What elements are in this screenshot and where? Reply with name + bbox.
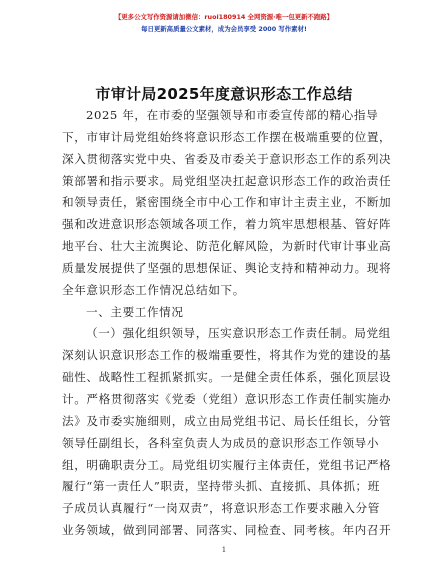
promo-banner-line-2: 每日更新高质量公文素材，成为会员享受 2000 写作素材! <box>141 25 307 33</box>
body-line: 下，市审计局党组始终将意识形态工作摆在极端重要的位置， <box>62 129 392 144</box>
promo-banner-line-1: 【更多公文写作资源请加微信：ruoi180914 全网资源·唯一包更新不跑路】 <box>114 13 334 21</box>
body-line: 组，明确职责分工。局党组切实履行主体责任，党组书记严格 <box>62 457 392 472</box>
body-line: 履行“第一责任人”职责，坚持带头抓、直接抓、具体抓；班 <box>62 479 380 494</box>
body-line: 深刻认识意识形态工作的极端重要性，将其作为党的建设的基 <box>62 348 392 363</box>
body-line: 地平台、壮大主流舆论、防范化解风险，为新时代审计事业高 <box>62 239 392 254</box>
body-line: 计。严格贯彻落实《党委（党组）意识形态工作责任制实施办 <box>62 391 392 406</box>
page-number: 1 <box>221 546 227 554</box>
body-line: 和领导责任，紧密围绕全市中心工作和审计主责主业，不断加 <box>62 195 392 210</box>
body-line: 深入贯彻落实党中央、省委及市委关于意识形态工作的系列决 <box>62 151 392 166</box>
document-body <box>62 105 392 542</box>
body-line: 子成员认真履行“一岗双责”，将意识形态工作要求融入分管 <box>62 501 380 516</box>
body-line: 法》及市委实施细则，成立由局党组书记、局长任组长，分管 <box>62 413 392 428</box>
body-line: 策部署和指示要求。局党组坚决扛起意识形态工作的政治责任 <box>62 173 392 188</box>
body-line: 领导任副组长，各科室负责人为成员的意识形态工作领导小 <box>62 435 380 450</box>
body-line: 强和改进意识形态领域各项工作，着力筑牢思想根基、管好阵 <box>62 217 392 232</box>
document-title: 市审计局2025年度意识形态工作总结 <box>95 85 353 103</box>
body-line: 础性、战略性工程抓紧抓实。一是健全责任体系，强化顶层设 <box>62 370 392 385</box>
body-line: （一）强化组织领导，压实意识形态工作责任制。局党组 <box>86 326 391 341</box>
body-line: 全年意识形态工作情况总结如下。 <box>62 282 245 297</box>
body-line: 2025 年，在市委的坚强领导和市委宣传部的精心指导 <box>86 108 379 122</box>
body-line: 一、主要工作情况 <box>86 304 184 319</box>
body-line: 质量发展提供了坚强的思想保证、舆论支持和精神动力。现将 <box>62 260 392 275</box>
body-line: 业务领域，做到同部署、同落实、同检查、同考核。年内召开 <box>62 523 392 538</box>
